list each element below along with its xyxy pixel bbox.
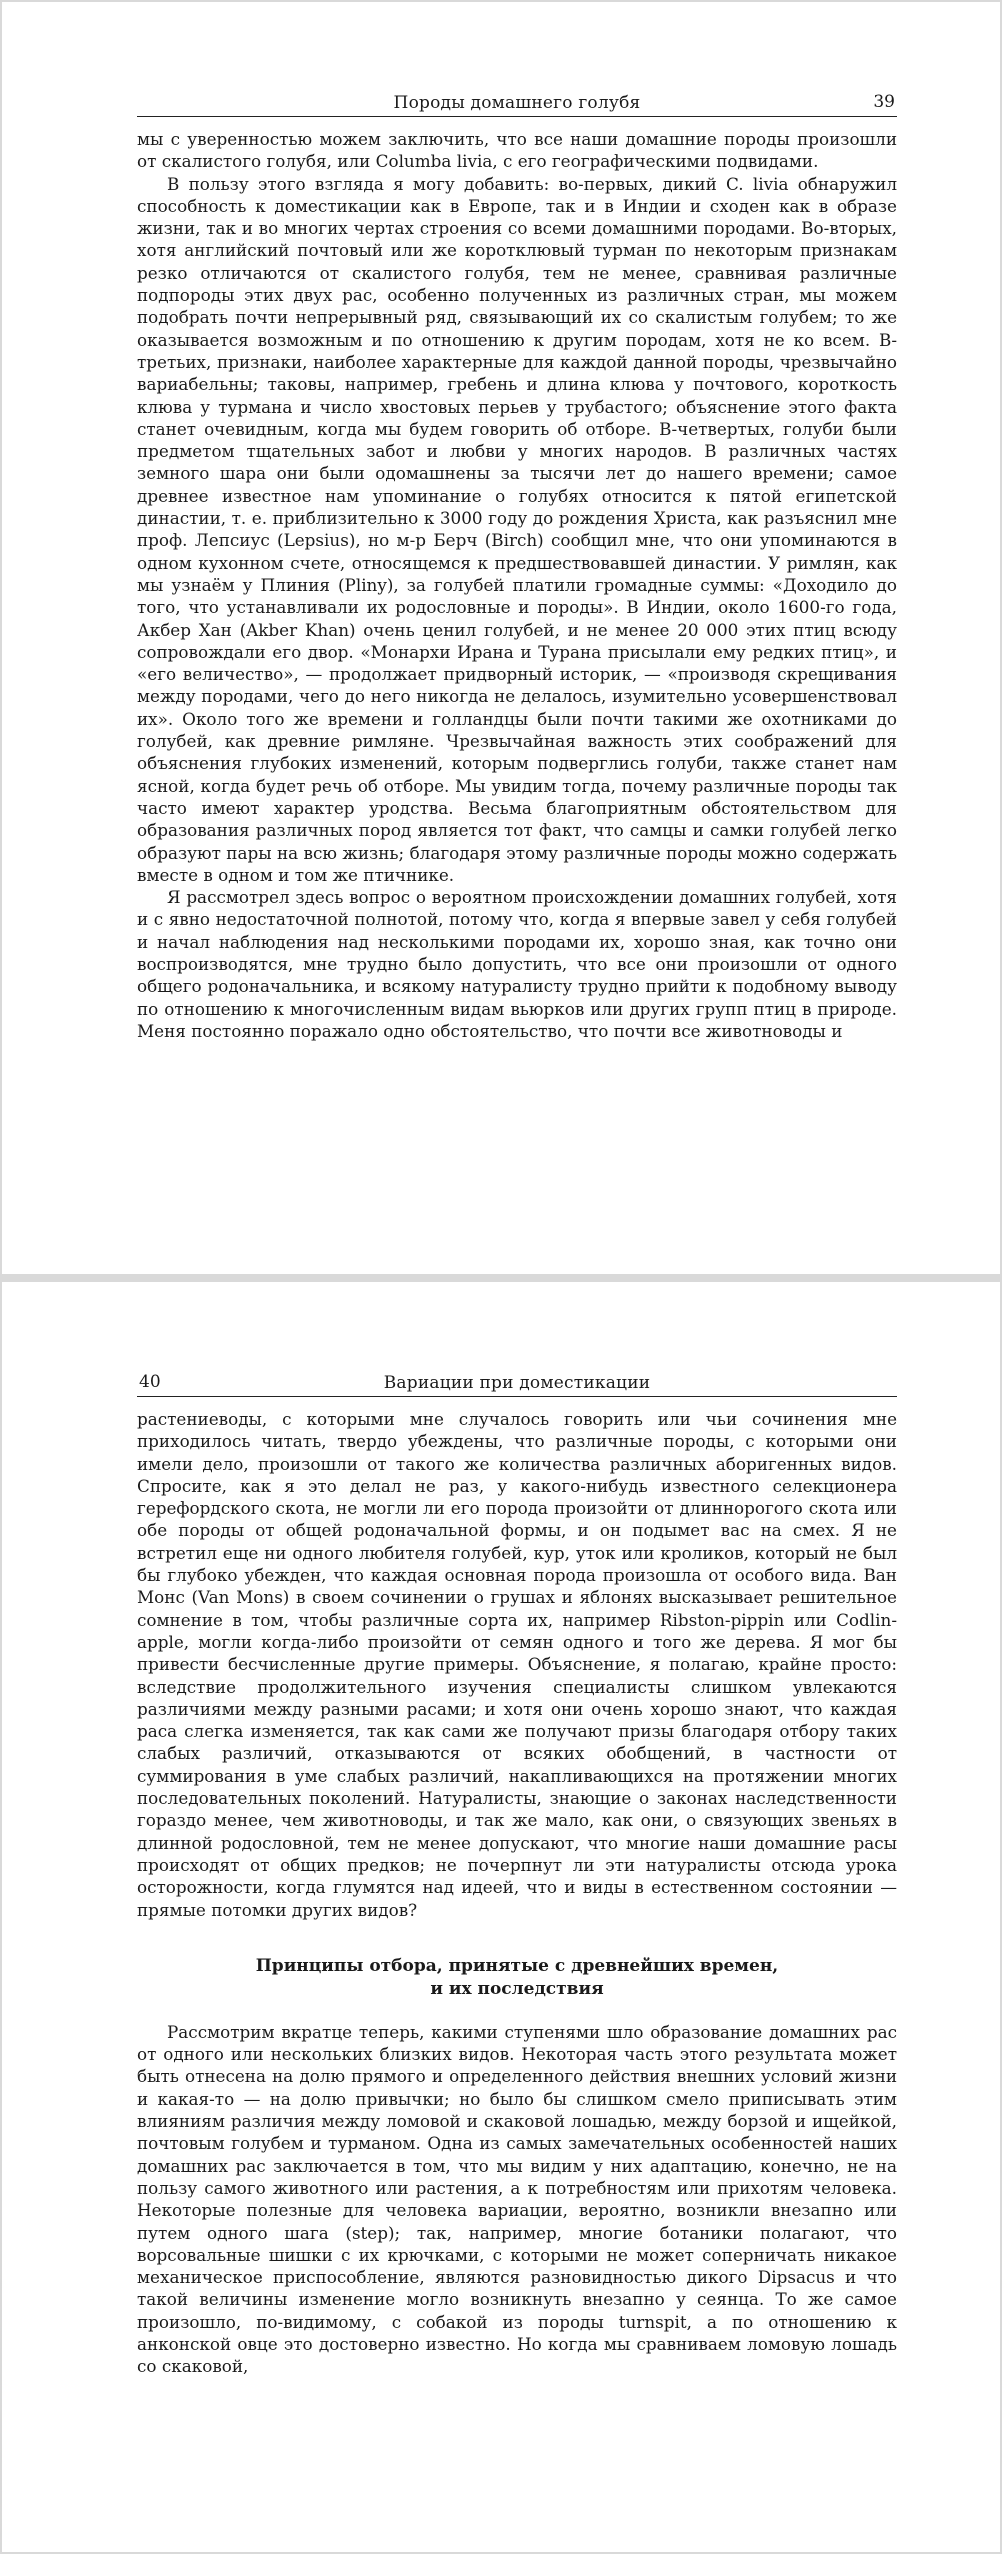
running-head <box>137 90 897 117</box>
running-head-title: Породы домашнего голубя <box>393 93 641 113</box>
book-page-39 <box>2 2 1000 1274</box>
body-text <box>137 128 897 1042</box>
paragraph: растениеводы, с которыми мне случалось говорить или чьи сочинения мне приходилось читать, твердо убеждены, что различные породы, с которыми они имели дело, произошли от такого же количества различных аборигенных видов. Спросите, как я это делал не раз, у какого-нибудь известного селекционера герефордского скота, не могли ли его порода произойти от длиннорогого скота или обе породы от общей родоначальной формы, и он подымет вас на смех. Я не встретил еще ни одного любителя голубей, кур, уток или кроликов, который не был бы глубоко убежден, что каждая основная порода произошла от особого вида. Ван Монс (Van Mons) в своем сочинении о грушах и яблонях высказывает решительное сомнение в том, чтобы различные сорта их, например Ribston-pippin или Codlin-apple, могли когда-либо произойти от семян одного и того же дерева. Я мог бы привести бесчисленные другие примеры. Объяснение, я полагаю, крайне просто: вследствие продолжительного изучения специалисты слишком увлекаются различиями между разными расами; и хотя они очень хорошо знают, что каждая раса слегка изменяется, так как сами же получают призы благодаря отбору таких слабых различий, отказываются от всяких обобщений, в частности от суммирования в уме слабых различий, накапливающихся на протяжении многих последовательных поколений. Натуралисты, знающие о законах наследственности гораздо менее, чем животноводы, и так же мало, как они, о связующих звеньях в длинной родословной, тем не менее допускают, что многие наши домашние расы происходят от общих предков; не почерпнут ли эти натуралисты отсюда урока осторожности, когда глумятся над идеей, что и виды в естественном состоянии — прямые потомки других видов? <box>137 1409 897 1920</box>
body-text <box>137 1408 897 2378</box>
running-head <box>137 1370 897 1397</box>
section-heading-line: и их последствия <box>430 1978 604 1999</box>
paragraph: Я рассмотрел здесь вопрос о вероятном происхождении домашних голубей, хотя и с явно недостаточной полнотой, потому что, когда я впервые завел у себя голубей и начал наблюдения над несколькими породами их, хорошо зная, как точно они воспроизводятся, мне трудно было допустить, что все они произошли от одного общего родоначальника, и всякому натуралисту трудно прийти к подобному выводу по отношению к многочисленным видам вьюрков или других групп птиц в природе. Меня постоянно поражало одно обстоятельство, что почти все животноводы и <box>137 887 897 1041</box>
section-heading <box>137 1955 897 2001</box>
paragraph: Рассмотрим вкратце теперь, какими ступенями шло образование домашних рас от одного или нескольких близких видов. Некоторая часть этого результата может быть отнесена на долю прямого и определенного действия внешних условий жизни и какая-то — на долю привычки; но было бы слишком смело приписывать этим влияниям различия между ломовой и скаковой лошадью, между борзой и ищейкой, почтовым голубем и турманом. Одна из самых замечательных особенностей наших домашних рас заключается в том, что мы видим у них адаптацию, конечно, не на пользу самого животного или растения, а к потребностям или прихотям человека. Некоторые полезные для человека вариации, вероятно, возникли внезапно или путем одного шага (step); так, например, многие ботаники полагают, что ворсовальные шишки с их крючками, с которыми не может соперничать никакое механическое приспособление, являются разновидностью дикого Dipsacus и что такой величины изменение могло возникнуть внезапно у сеянца. То же самое произошло, по-видимому, с собакой из породы turnspit, а по отношению к анконской овце это достоверно известно. Но когда мы сравниваем ломовую лошадь со скаковой, <box>137 2021 897 2377</box>
section-heading-line: Принципы отбора, принятые с древнейших времен, <box>255 1955 779 1976</box>
paragraph: мы с уверенностью можем заключить, что все наши домашние породы произошли от скалистого голубя, или Columba livia, с его географическими подвидами. <box>137 129 897 172</box>
book-page-40 <box>2 1282 1000 2552</box>
page-number: 39 <box>873 92 895 112</box>
page-number: 40 <box>139 1372 161 1392</box>
paragraph: В пользу этого взгляда я могу добавить: во-первых, дикий C. livia обнаружил способность к доместикации как в Европе, так и в Индии и сходен как в образе жизни, так и во многих чертах строения со всеми домашними породами. Во-вторых, хотя английский почтовый или же коротклювый турман по некоторым признакам резко отличаются от скалистого голубя, тем не менее, сравнивая различные подпороды этих двух рас, особенно полученных из различных стран, мы можем подобрать почти непрерывный ряд, связывающий их со скалистым голубем; то же оказывается возможным и по отношению к другим породам, хотя не ко всем. В-третьих, признаки, наиболее характерные для каждой данной породы, чрезвычайно вариабельны; таковы, например, гребень и длина клюва у почтового, короткость клюва у турмана и число хвостовых перьев у трубастого; объяснение этого факта станет очевидным, когда мы будем говорить об отборе. В-четвертых, голуби были предметом тщательных забот и любви у многих народов. В различных частях земного шара они были одомашнены за тысячи лет до нашего времени; самое древнее известное нам упоминание о голубях относится к пятой египетской династии, т. е. приблизительно к 3000 году до рождения Христа, как разъяснил мне проф. Лепсиус (Lepsius), но м-р Берч (Birch) сообщил мне, что они упоминаются в одном кухонном счете, относящемся к предшествовавшей династии. У римлян, как мы узнаём у Плиния (Pliny), за голубей платили громадные суммы: «Доходило до того, что устанавливали их родословные и породы». В Индии, около 1600-го года, Акбер Хан (Akber Khan) очень ценил голубей, и не менее 20 000 этих птиц всюду сопровождали его двор. «Монархи Ирана и Турана присылали ему редких птиц», и «его величество», — продолжает придворный историк, — «производя скрещивания между породами, чего до него никогда не делалось, изумительно усовершенствовал их». Около того же времени и голландцы были почти такими же охотниками до голубей, как древние римляне. Чрезвычайная важность этих соображений для объяснения глубоких изменений, которым подверглись голуби, также станет нам ясной, когда будет речь об отборе. Мы увидим тогда, почему различные породы так часто имеют характер уродства. Весьма благоприятным обстоятельством для образования различных пород является тот факт, что самцы и самки голубей легко образуют пары на всю жизнь; благодаря этому различные породы можно содержать вместе в одном и том же птичнике. <box>137 173 897 885</box>
running-head-title: Вариации при доместикации <box>383 1373 651 1393</box>
